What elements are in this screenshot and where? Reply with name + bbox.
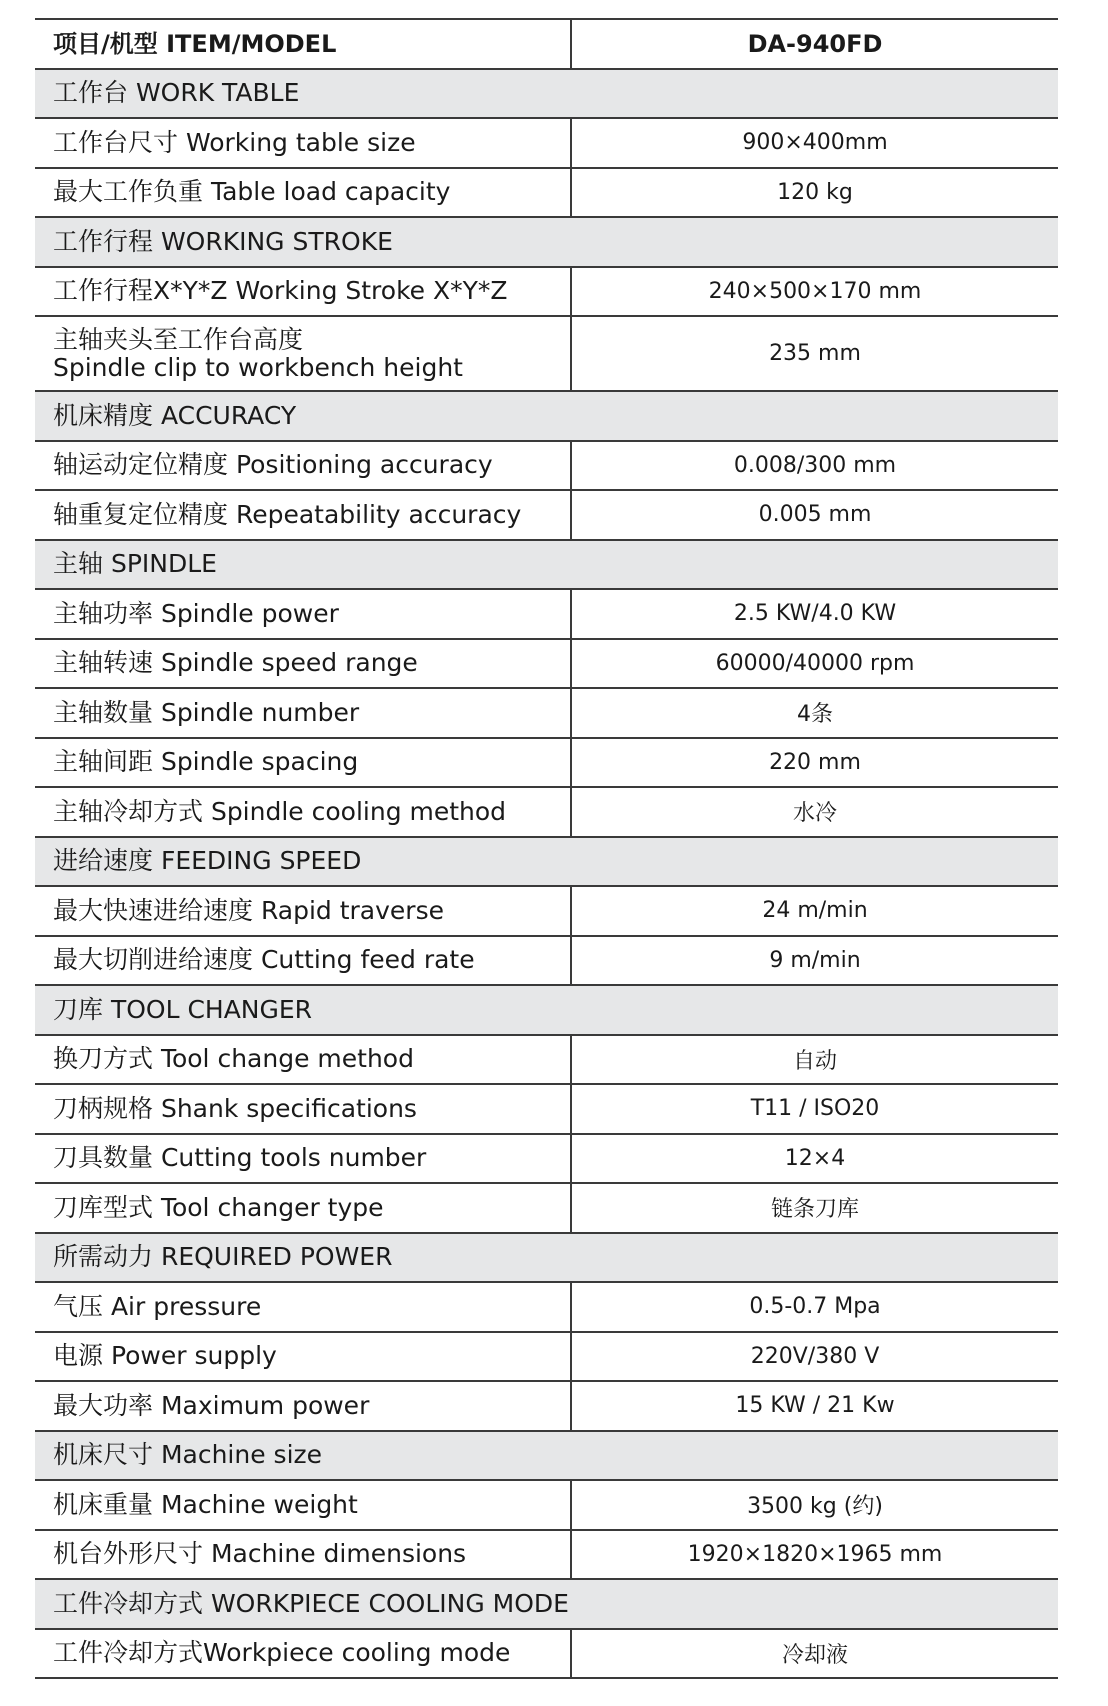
- table-row: [35, 1382, 1058, 1432]
- spec-value: 9 m/min: [769, 947, 861, 973]
- spec-value: 0.008/300 mm: [733, 452, 897, 478]
- table-row: [35, 1630, 1058, 1680]
- table-row: [35, 1184, 1058, 1234]
- spec-value: 15 KW / 21 Kw: [735, 1393, 895, 1419]
- section-title: 刀库 TOOL CHANGER: [53, 994, 313, 1024]
- spec-value: 4条: [797, 702, 833, 728]
- spec-table: [35, 18, 1058, 1679]
- table-row: [35, 689, 1058, 739]
- table-row: [35, 1333, 1058, 1383]
- section-title: 工作台 WORK TABLE: [53, 78, 300, 108]
- table-row: [35, 1283, 1058, 1333]
- section-title: 工件冷却方式 WORKPIECE COOLING MODE: [53, 1588, 569, 1618]
- spec-label: 最大工作负重 Table load capacity: [35, 169, 572, 217]
- table-row: [35, 590, 1058, 640]
- spec-label: 最大功率 Maximum power: [35, 1382, 572, 1430]
- table-row: [35, 317, 1058, 392]
- spec-value: 冷却液: [781, 1642, 848, 1668]
- table-header-row: [35, 20, 1058, 70]
- table-row: [35, 640, 1058, 690]
- table-row: [35, 1481, 1058, 1531]
- section-title: 机床精度 ACCURACY: [53, 400, 297, 430]
- table-row: [35, 887, 1058, 937]
- section-header-row: [35, 1432, 1058, 1482]
- spec-value: 24 m/min: [762, 898, 868, 924]
- spec-label: 主轴数量 Spindle number: [35, 689, 572, 737]
- section-header-row: [35, 1580, 1058, 1630]
- section-header-row: [35, 986, 1058, 1036]
- table-row: [35, 788, 1058, 838]
- spec-value: 235 mm: [769, 341, 861, 366]
- spec-label: 工件冷却方式Workpiece cooling mode: [35, 1630, 572, 1678]
- section-header-row: [35, 1234, 1058, 1284]
- table-row: [35, 1531, 1058, 1581]
- table-row: [35, 1036, 1058, 1086]
- spec-value: T11 / ISO20: [750, 1096, 880, 1122]
- spec-label: 轴运动定位精度 Positioning accuracy: [35, 442, 572, 490]
- spec-label: 工作行程X*Y*Z Working Stroke X*Y*Z: [35, 268, 572, 316]
- spec-label: 最大快速进给速度 Rapid traverse: [35, 887, 572, 935]
- spec-label: 电源 Power supply: [35, 1333, 572, 1381]
- spec-label: 主轴间距 Spindle spacing: [35, 739, 572, 787]
- spec-label: 气压 Air pressure: [35, 1283, 572, 1331]
- spec-value: 120 kg: [777, 179, 853, 205]
- spec-label: 刀库型式 Tool changer type: [35, 1184, 572, 1232]
- table-row: [35, 1085, 1058, 1135]
- spec-label: 最大切削进给速度 Cutting feed rate: [35, 937, 572, 985]
- spec-value: 60000/40000 rpm: [715, 650, 915, 676]
- spec-value: 1920×1820×1965 mm: [687, 1541, 943, 1567]
- header-label: 项目/机型 ITEM/MODEL: [35, 20, 572, 68]
- section-header-row: [35, 838, 1058, 888]
- section-header-row: [35, 218, 1058, 268]
- section-title: 工作行程 WORKING STROKE: [53, 226, 393, 256]
- spec-value: 链条刀库: [770, 1197, 859, 1223]
- spec-value: 240×500×170 mm: [708, 278, 922, 304]
- table-row: [35, 268, 1058, 318]
- section-title: 主轴 SPINDLE: [53, 549, 217, 579]
- spec-value: 900×400mm: [742, 130, 888, 156]
- table-row: [35, 491, 1058, 541]
- spec-label: 换刀方式 Tool change method: [35, 1036, 572, 1084]
- spec-value: 0.005 mm: [758, 502, 872, 528]
- table-row: [35, 119, 1058, 169]
- spec-label: 机床重量 Machine weight: [35, 1481, 572, 1529]
- spec-label: 工作台尺寸 Working table size: [35, 119, 572, 167]
- section-header-row: [35, 541, 1058, 591]
- table-row: [35, 442, 1058, 492]
- spec-label: 主轴功率 Spindle power: [35, 590, 572, 638]
- spec-label: 主轴转速 Spindle speed range: [35, 640, 572, 688]
- spec-label: 轴重复定位精度 Repeatability accuracy: [35, 491, 572, 539]
- table-row: [35, 937, 1058, 987]
- spec-value: 2.5 KW/4.0 KW: [733, 601, 897, 627]
- section-title: 机床尺寸 Machine size: [53, 1440, 323, 1470]
- spec-label: 刀具数量 Cutting tools number: [35, 1135, 572, 1183]
- section-header-row: [35, 70, 1058, 120]
- spec-value: 0.5-0.7 Mpa: [749, 1294, 881, 1320]
- spec-label: 机台外形尺寸 Machine dimensions: [35, 1531, 572, 1579]
- spec-value: 3500 kg (约): [747, 1494, 883, 1520]
- table-body: [35, 70, 1058, 1680]
- table-row: [35, 1135, 1058, 1185]
- spec-value: 自动: [792, 1048, 837, 1074]
- spec-value: 220V/380 V: [750, 1343, 880, 1369]
- table-row: [35, 169, 1058, 219]
- section-title: 所需动力 REQUIRED POWER: [53, 1242, 393, 1272]
- spec-value: 水冷: [792, 801, 837, 827]
- spec-value: 12×4: [784, 1145, 846, 1171]
- spec-label: 刀柄规格 Shank specifications: [35, 1085, 572, 1133]
- spec-label: 主轴冷却方式 Spindle cooling method: [35, 788, 572, 836]
- spec-value: 220 mm: [769, 749, 861, 775]
- table-row: [35, 739, 1058, 789]
- section-title: 进给速度 FEEDING SPEED: [53, 846, 362, 876]
- header-model: DA-940FD: [747, 29, 883, 58]
- spec-label: 主轴夹头至工作台高度 Spindle clip to workbench height: [35, 317, 572, 390]
- section-header-row: [35, 392, 1058, 442]
